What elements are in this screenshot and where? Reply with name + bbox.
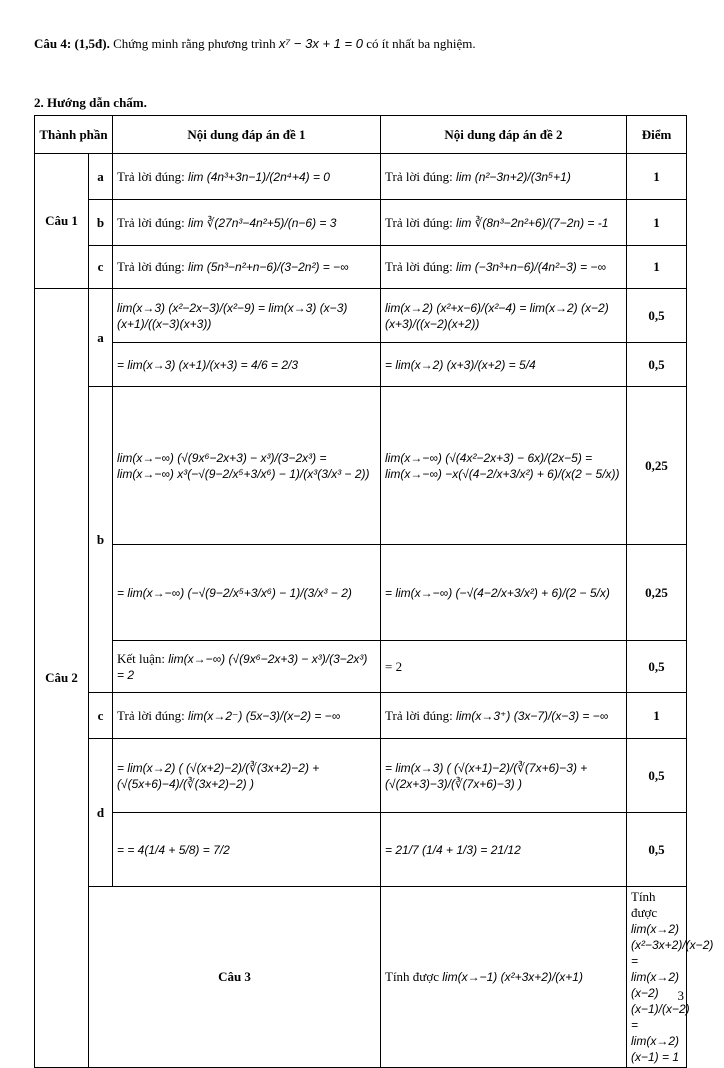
answer-formula: lim ∛(8n³−2n²+6)/(7−2n) = -1 <box>456 215 609 230</box>
question-4-text: Chứng minh rằng phương trình <box>113 36 276 51</box>
answer-1-cell <box>113 641 381 693</box>
table-row <box>35 200 687 246</box>
table-row <box>35 813 687 887</box>
answer-label: Trả lời đúng: <box>117 168 185 184</box>
answer-2-cell <box>381 200 627 246</box>
score-cell: 0,25 <box>627 545 687 641</box>
answer-label: Tính được <box>385 969 439 984</box>
score-cell: 0,5 <box>627 813 687 887</box>
table-row <box>35 289 687 343</box>
part-cell: a <box>89 154 113 200</box>
question-4-label: Câu 4: (1,5đ). <box>34 36 110 51</box>
table-row <box>35 887 687 1068</box>
score-cell: 1 <box>627 200 687 246</box>
answer-2-cell <box>381 289 627 343</box>
part-cell: d <box>89 739 113 887</box>
score-cell: 1 <box>627 246 687 289</box>
answer-1-cell <box>113 200 381 246</box>
answer-formula: lim(x→−1) (x²+3x+2)/(x+1) <box>442 970 583 984</box>
answer-formula: = = 4(1/4 + 5/8) = 7/2 <box>117 842 230 857</box>
answer-formula: = lim(x→3) (x+1)/(x+3) = 4/6 = 2/3 <box>117 357 299 372</box>
table-row <box>35 693 687 739</box>
header-content-2: Nội dung đáp án đề 2 <box>381 116 627 154</box>
question-4-equation: x⁷ − 3x + 1 = 0 <box>278 36 363 51</box>
header-part: Thành phần <box>35 116 113 154</box>
score-cell: 0,5 <box>627 739 687 813</box>
answer-formula: = lim(x→2) (x+3)/(x+2) = 5/4 <box>385 357 536 372</box>
answer-formula: lim(x→2) (x²−3x+2)/(x−2) = lim(x→2) (x−2)(x−1)/(x−2) = lim(x→2) (x−1) = 1 <box>631 922 714 1064</box>
grading-table <box>34 115 714 1068</box>
table-row <box>35 343 687 387</box>
section-title: 2. Hướng dẫn chấm. <box>34 95 147 110</box>
answer-2-cell <box>381 739 627 813</box>
score-cell: 0,5 <box>627 641 687 693</box>
answer-label: Trả lời đúng: <box>117 259 185 274</box>
answer-formula: lim (5n³−n²+n−6)/(3−2n²) = −∞ <box>188 260 349 274</box>
answer-2-cell <box>381 154 627 200</box>
part-cell: b <box>89 387 113 693</box>
answer-label: Trả lời đúng: <box>385 259 453 274</box>
question-4 <box>34 36 476 52</box>
answer-formula: = 2 <box>385 658 403 674</box>
question-cell: Câu 3 <box>89 887 381 1068</box>
score-cell: 0,5 <box>627 289 687 343</box>
question-cell: Câu 1 <box>35 154 89 289</box>
answer-formula: lim(x→3⁺) (3x−7)/(x−3) = −∞ <box>456 708 609 723</box>
table-row <box>35 641 687 693</box>
table-row <box>35 387 687 545</box>
answer-label: Trả lời đúng: <box>385 707 453 723</box>
answer-formula: lim(x→3) (x²−2x−3)/(x²−9) = lim(x→3) (x−3)(x+1)/((x−3)(x+3)) <box>117 300 348 331</box>
score-cell: 0,25 <box>627 387 687 545</box>
score-cell: 1 <box>627 154 687 200</box>
answer-1-cell <box>113 545 381 641</box>
answer-2-cell <box>381 343 627 387</box>
answer-2-cell <box>381 693 627 739</box>
answer-1-cell <box>113 289 381 343</box>
part-cell: c <box>89 693 113 739</box>
answer-label: Trả lời đúng: <box>117 707 185 723</box>
table-header-row <box>35 116 687 154</box>
header-score: Điểm <box>627 116 687 154</box>
answer-1-cell <box>113 387 381 545</box>
answer-2-cell <box>381 387 627 545</box>
page-number: 3 <box>677 988 684 1003</box>
answer-formula: lim(x→2⁻) (5x−3)/(x−2) = −∞ <box>188 708 341 723</box>
answer-2-cell <box>381 246 627 289</box>
answer-formula: lim (−3n³+n−6)/(4n²−3) = −∞ <box>456 260 607 274</box>
answer-formula: lim (4n³+3n−1)/(2n⁴+4) = 0 <box>188 169 330 184</box>
part-cell: a <box>89 289 113 387</box>
answer-label: Kết luận: <box>117 650 166 666</box>
answer-formula: = lim(x→2) ( (√(x+2)−2)/(∛(3x+2)−2) + (√(5x+6)−4)/(∛(3x+2)−2) ) <box>117 760 320 791</box>
answer-1-cell <box>113 813 381 887</box>
table-row <box>35 545 687 641</box>
question-4-text-end: có ít nhất ba nghiệm. <box>366 36 476 51</box>
table-row <box>35 154 687 200</box>
answer-formula: lim(x→−∞) (√(4x²−2x+3) − 6x)/(2x−5) = lim(x→−∞) −x(√(4−2/x+3/x²) + 6)/(x(2 − 5/x)) <box>385 450 620 481</box>
answer-2-cell <box>627 887 714 1068</box>
answer-2-cell <box>381 545 627 641</box>
answer-2-cell <box>381 641 627 693</box>
answer-formula: = lim(x→−∞) (−√(4−2/x+3/x²) + 6)/(2 − 5/x) <box>385 585 610 600</box>
answer-formula: lim(x→2) (x²+x−6)/(x²−4) = lim(x→2) (x−2)(x+3)/((x−2)(x+2)) <box>385 300 609 331</box>
answer-formula: lim(x→−∞) (√(9x⁶−2x+3) − x³)/(3−2x³) = lim(x→−∞) x³(−√(9−2/x⁵+3/x⁶) − 1)/(x³(3/x³ − 2)) <box>117 450 370 481</box>
answer-formula: = lim(x→−∞) (−√(9−2/x⁵+3/x⁶) − 1)/(3/x³ − 2) <box>117 585 352 600</box>
part-cell: b <box>89 200 113 246</box>
answer-1-cell <box>113 154 381 200</box>
table-row <box>35 739 687 813</box>
answer-formula: = 21/7 (1/4 + 1/3) = 21/12 <box>385 842 521 857</box>
answer-label: Trả lời đúng: <box>385 214 453 230</box>
answer-1-cell <box>113 343 381 387</box>
question-cell: Câu 2 <box>35 289 89 1068</box>
answer-label: Trả lời đúng: <box>117 214 185 230</box>
table-row <box>35 246 687 289</box>
answer-1-cell <box>113 246 381 289</box>
answer-formula: lim ∛(27n³−4n²+5)/(n−6) = 3 <box>188 215 337 230</box>
answer-formula: lim(x→−∞) (√(9x⁶−2x+3) − x³)/(3−2x³) = 2 <box>117 651 368 682</box>
header-content-1: Nội dung đáp án đề 1 <box>113 116 381 154</box>
answer-2-cell <box>381 813 627 887</box>
answer-1-cell <box>113 739 381 813</box>
score-cell: 1 <box>627 693 687 739</box>
answer-formula: lim (n²−3n+2)/(3n⁵+1) <box>456 169 571 184</box>
answer-1-cell <box>113 693 381 739</box>
part-cell: c <box>89 246 113 289</box>
score-cell: 0,5 <box>627 343 687 387</box>
answer-label: Tính được <box>631 889 658 920</box>
answer-1-cell <box>381 887 627 1068</box>
answer-formula: = lim(x→3) ( (√(x+1)−2)/(∛(7x+6)−3) + (√(2x+3)−3)/(∛(7x+6)−3) ) <box>385 760 588 791</box>
answer-label: Trả lời đúng: <box>385 168 453 184</box>
